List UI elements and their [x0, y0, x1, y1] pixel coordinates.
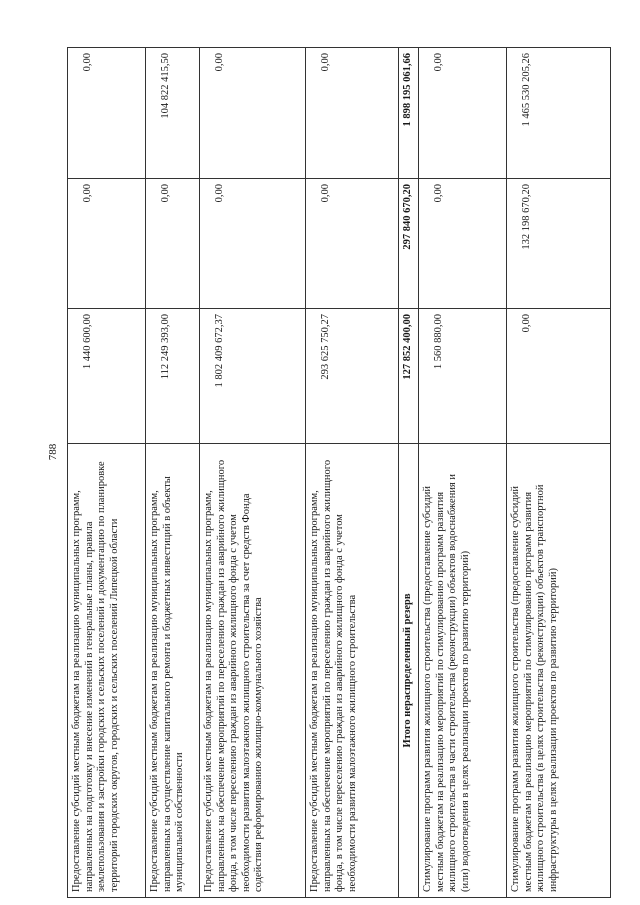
budget-table [67, 47, 611, 898]
row-description: Предоставление субсидий местным бюджетам на реализацию муниципальных программ, направленных на осуществление капитального ремонта и бюджетных инвестиций в объекты муниципальной собственности [146, 444, 200, 898]
row-value-1: 1 802 409 672,37 [200, 309, 306, 444]
row-description: Стимулирование программ развития жилищного строительства (предоставление субсидий местным бюджетам на реализацию мероприятий по стимулированию программ развития жилищного строительства (в целях строительства (реконструкции) объектов транспортной инфраструктуры в целях реализации проектов по развитию территорий) [507, 444, 611, 898]
rotated-table-container [67, 48, 610, 898]
row-value-3: 0,00 [200, 48, 306, 179]
row-value-3: 0,00 [419, 48, 507, 179]
row-value-3: 0,00 [306, 48, 399, 179]
total-label: Итого нераспределенный резерв [399, 444, 419, 898]
row-description: Стимулирование программ развития жилищного строительства (предоставление субсидий местным бюджетам на реализацию мероприятий по стимулированию программ развития жилищного строительства в части строительства (реконструкции) объектов водоснабжения и (или) водоотведения в целях реализации проектов по развитию территорий) [419, 444, 507, 898]
row-value-3: 104 822 415,50 [146, 48, 200, 179]
row-value-2: 0,00 [419, 179, 507, 309]
table-row [68, 48, 146, 898]
total-value-2: 297 840 670,20 [399, 179, 419, 309]
table-row-total [399, 48, 419, 898]
row-value-2: 0,00 [306, 179, 399, 309]
total-value-3: 1 898 195 061,66 [399, 48, 419, 179]
table-row [419, 48, 507, 898]
total-value-1: 127 852 400,00 [399, 309, 419, 444]
row-value-1: 112 249 393,00 [146, 309, 200, 444]
row-value-1: 1 560 880,00 [419, 309, 507, 444]
table-row [306, 48, 399, 898]
row-value-1: 1 440 600,00 [68, 309, 146, 444]
table-row [146, 48, 200, 898]
table-row [200, 48, 306, 898]
row-value-2: 0,00 [68, 179, 146, 309]
table-row [507, 48, 611, 898]
row-value-2: 0,00 [146, 179, 200, 309]
row-description: Предоставление субсидий местным бюджетам на реализацию муниципальных программ, направленных на подготовку и внесение изменений в генеральные планы, правила землепользования и застройки городских и сельских поселений и документацию по планировке территорий городских округов, городских и сельских поселений Липецкой области [68, 444, 146, 898]
row-value-1: 293 625 750,27 [306, 309, 399, 444]
page-number: 788 [47, 443, 59, 461]
row-value-2: 132 198 670,20 [507, 179, 611, 309]
row-description: Предоставление субсидий местным бюджетам на реализацию муниципальных программ, направленных на обеспечение мероприятий по переселению граждан из аварийного жилищного фонда, в том числе переселению граждан из аварийного жилищного фонда с учетом необходимости развития малоэтажного жилищного строительства за счет средств Фонда содействия реформированию жилищно-коммунального хозяйства [200, 444, 306, 898]
row-value-2: 0,00 [200, 179, 306, 309]
row-value-1: 0,00 [507, 309, 611, 444]
row-description: Предоставление субсидий местным бюджетам на реализацию муниципальных программ, направленных на обеспечение мероприятий по переселению граждан из аварийного жилищного фонда, в том числе переселению граждан из аварийного жилищного фонда с учетом необходимости развития малоэтажного жилищного строительства [306, 444, 399, 898]
row-value-3: 0,00 [68, 48, 146, 179]
row-value-3: 1 465 530 205,26 [507, 48, 611, 179]
